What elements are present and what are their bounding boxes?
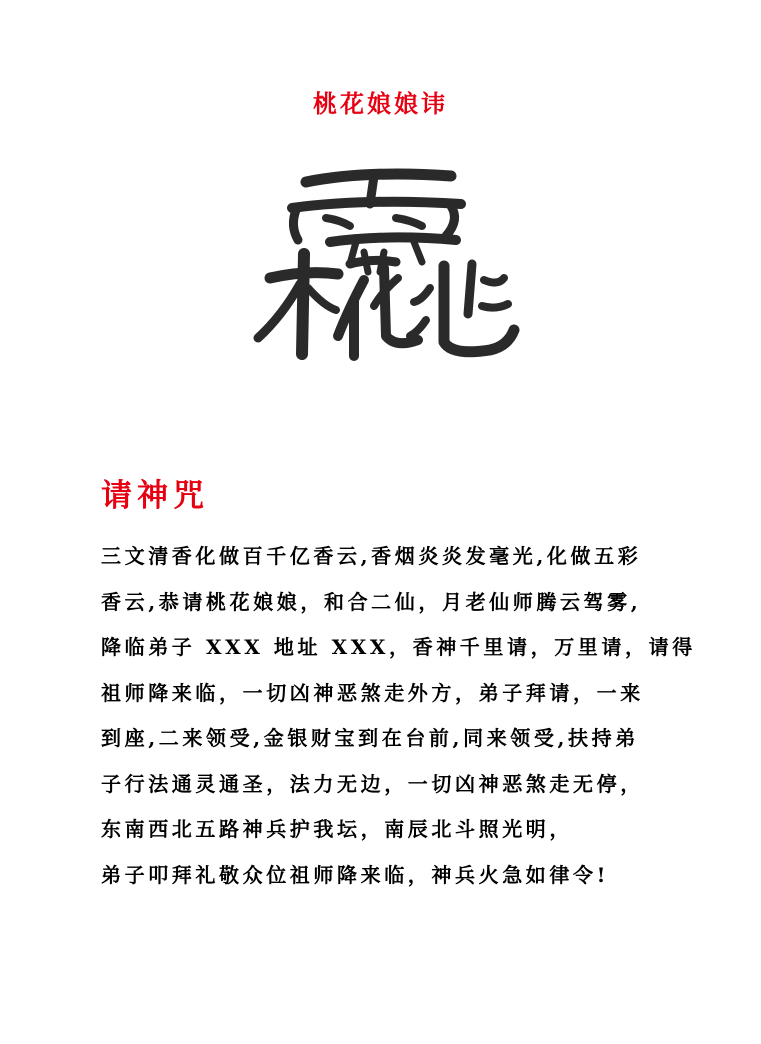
text-line: 子行法通灵通圣，法力无边，一切凶神恶煞走无停，: [101, 771, 644, 796]
text-line: 三文清香化做百千亿香云,香烟炎炎发毫光,化做五彩: [101, 544, 642, 568]
talisman-seal-icon: [246, 160, 526, 370]
text-line: 到座,二来领受,金银财宝到在台前,同来领受,扶持弟: [101, 726, 639, 750]
text-line: 弟子叩拜礼敬众位祖师降来临，神兵火急如律令!: [101, 862, 609, 887]
incantation-text: [101, 534, 701, 898]
text-line: 香云,恭请桃花娘娘，和合二仙，月老仙师腾云驾雾,: [101, 589, 642, 614]
text-line: 降临弟子 XXX 地址 XXX，香神千里请，万里请，请得: [101, 635, 696, 659]
text-line: 祖师降来临，一切凶神恶煞走外方，弟子拜请，一来: [101, 680, 644, 705]
text-line: 东南西北五路神兵护我坛，南辰北斗照光明，: [101, 817, 573, 841]
section-heading: 请神咒: [101, 478, 209, 514]
page-title: 桃花娘娘讳: [313, 89, 448, 118]
